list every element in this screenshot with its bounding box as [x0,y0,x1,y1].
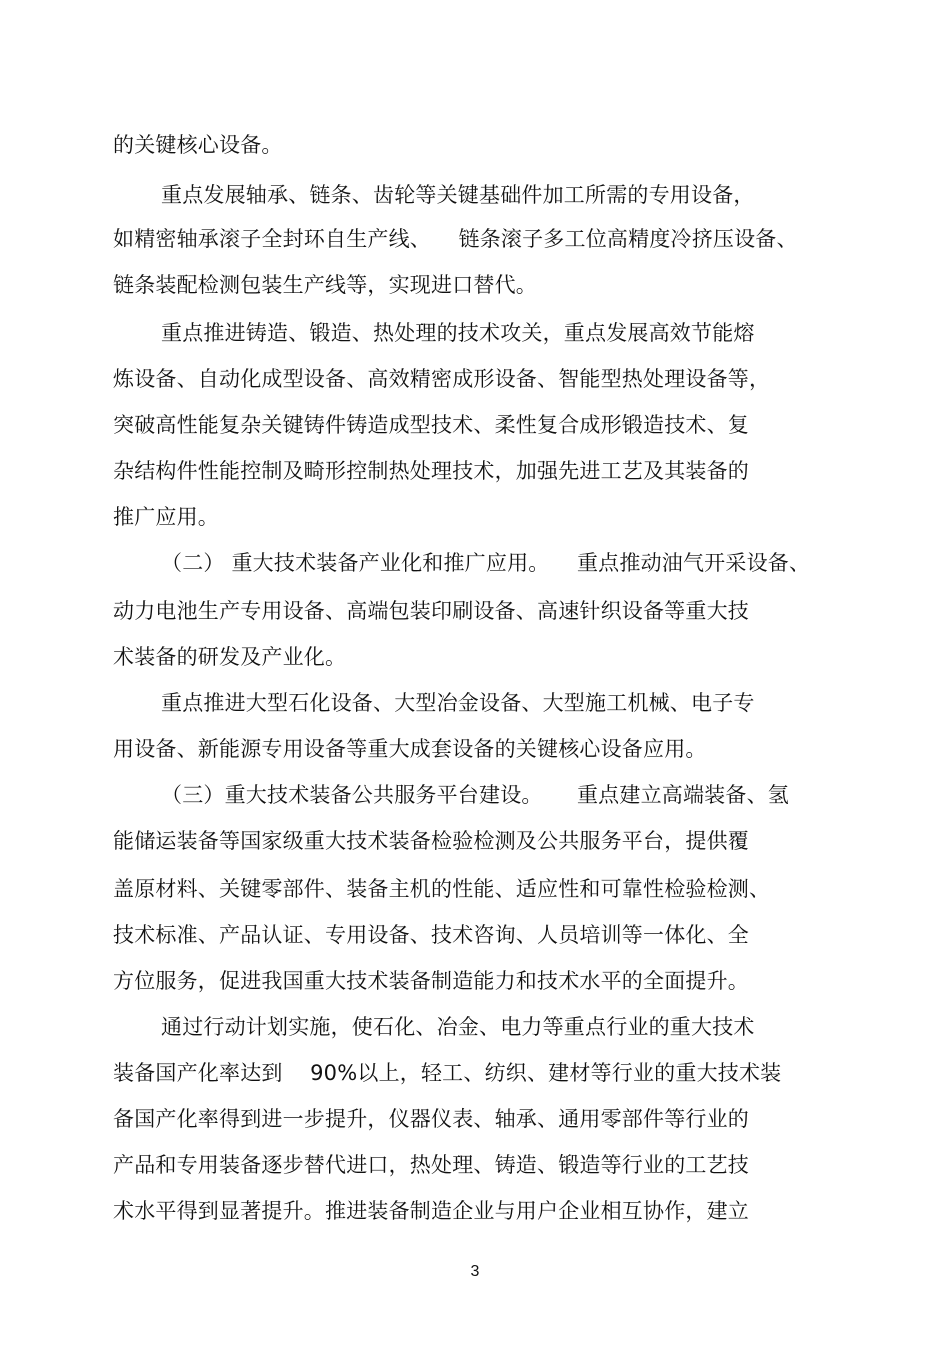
section-heading-line: （三）重大技术装备公共服务平台建设。 重点建立高端装备、氢 [161,783,789,807]
text-line: 装备国产化率达到 90%以上，轻工、纺织、建材等行业的重大技术装 [113,1061,782,1085]
text-line: 备国产化率得到进一步提升，仪器仪表、轴承、通用零部件等行业的 [113,1107,749,1131]
text-line: 术装备的研发及产业化。 [113,645,347,669]
text-line: 术水平得到显著提升。推进装备制造企业与用户企业相互协作，建立 [113,1199,749,1223]
text-line: 能储运装备等国家级重大技术装备检验检测及公共服务平台，提供覆 [113,829,749,853]
text-line: 重点发展轴承、链条、齿轮等关键基础件加工所需的专用设备， [161,183,755,207]
text-line: 如精密轴承滚子全封环自生产线、 链条滚子多工位高精度冷挤压设备、 [113,227,798,251]
text-line: 技术标准、产品认证、专用设备、技术咨询、人员培训等一体化、全 [113,923,749,947]
text-line: 产品和专用装备逐步替代进口，热处理、铸造、锻造等行业的工艺技 [113,1153,749,1177]
text-line: 重点推进铸造、锻造、热处理的技术攻关，重点发展高效节能熔 [161,321,755,345]
text-line: 通过行动计划实施，使石化、冶金、电力等重点行业的重大技术 [161,1015,755,1039]
text-line: 杂结构件性能控制及畸形控制热处理技术，加强先进工艺及其装备的 [113,459,749,483]
text-line: 推广应用。 [113,505,219,529]
text-line: 链条装配检测包装生产线等，实现进口替代。 [113,273,537,297]
text-line: 重点推进大型石化设备、大型冶金设备、大型施工机械、电子专 [161,691,755,715]
text-line: 炼设备、自动化成型设备、高效精密成形设备、智能型热处理设备等， [113,367,771,391]
section-heading-line: （二） 重大技术装备产业化和推广应用。 重点推动油气开采设备、 [161,551,811,575]
text-line: 盖原材料、关键零部件、装备主机的性能、适应性和可靠性检验检测、 [113,877,771,901]
text-line: 突破高性能复杂关键铸件铸造成型技术、柔性复合成形锻造技术、复 [113,413,749,437]
text-line: 动力电池生产专用设备、高端包装印刷设备、高速针织设备等重大技 [113,599,749,623]
text-line: 方位服务，促进我国重大技术装备制造能力和技术水平的全面提升。 [113,969,749,993]
text-line: 的关键核心设备。 [113,133,283,157]
page-number: 3 [470,1263,480,1280]
text-line: 用设备、新能源专用设备等重大成套设备的关键核心设备应用。 [113,737,707,761]
